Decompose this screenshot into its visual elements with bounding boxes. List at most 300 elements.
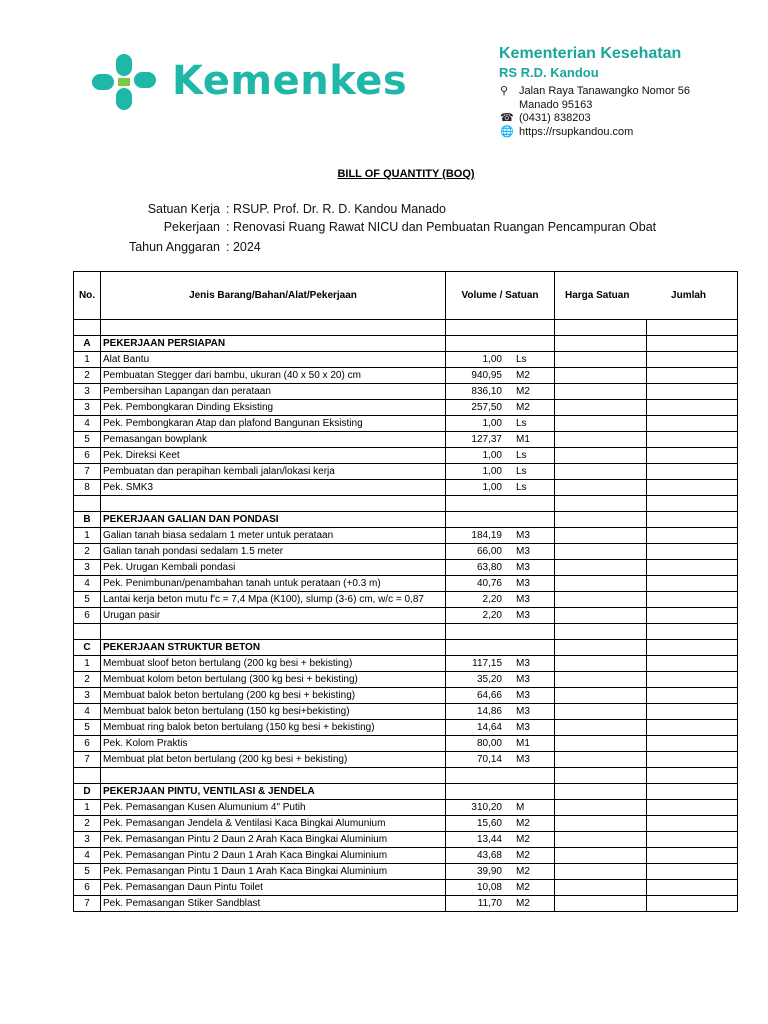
row-description <box>101 624 446 640</box>
blank-row <box>74 624 738 640</box>
row-description: Pek. Urugan Kembali pondasi <box>101 560 446 576</box>
row-description: Pek. Pemasangan Pintu 2 Daun 1 Arah Kaca Bingkai Aluminium <box>101 848 446 864</box>
row-jumlah <box>647 592 738 608</box>
volume-value: 13,44 <box>476 833 502 845</box>
location-pin-icon: ⚲ <box>500 85 509 97</box>
section-row <box>74 512 738 528</box>
row-description: Membuat plat beton bertulang (200 kg besi + bekisting) <box>101 752 446 768</box>
row-description: Pek. Pembongkaran Dinding Eksisting <box>101 400 446 416</box>
row-volume <box>446 544 555 560</box>
institution-subtitle: RS R.D. Kandou <box>499 65 599 80</box>
volume-unit: M2 <box>516 834 530 845</box>
volume-unit: M2 <box>516 386 530 397</box>
row-jumlah <box>647 896 738 912</box>
volume-value: 117,15 <box>472 657 502 669</box>
volume-value: 10,08 <box>476 881 502 893</box>
row-number: 3 <box>74 688 101 704</box>
row-volume <box>446 416 555 432</box>
row-volume <box>446 752 555 768</box>
document-title: BILL OF QUANTITY (BOQ) <box>337 168 475 180</box>
row-harga-satuan <box>555 480 647 496</box>
table-row <box>74 752 738 768</box>
row-number: 3 <box>74 560 101 576</box>
row-harga-satuan <box>555 704 647 720</box>
row-jumlah <box>647 736 738 752</box>
row-harga-satuan <box>555 768 647 784</box>
logo-wordmark: Kemenkes <box>172 58 408 104</box>
row-description: Pek. Kolom Praktis <box>101 736 446 752</box>
row-jumlah <box>647 624 738 640</box>
row-number: 5 <box>74 864 101 880</box>
row-volume <box>446 832 555 848</box>
institution-header <box>499 44 759 139</box>
volume-value: 257,50 <box>471 401 502 413</box>
row-volume <box>446 640 555 656</box>
row-harga-satuan <box>555 416 647 432</box>
volume-unit: M2 <box>516 882 530 893</box>
volume-unit: M3 <box>516 722 530 733</box>
row-jumlah <box>647 368 738 384</box>
row-number: 1 <box>74 528 101 544</box>
row-jumlah <box>647 464 738 480</box>
row-number <box>74 496 101 512</box>
row-number: 4 <box>74 416 101 432</box>
row-harga-satuan <box>555 368 647 384</box>
row-description: Pek. Pemasangan Stiker Sandblast <box>101 896 446 912</box>
volume-unit: M3 <box>516 546 530 557</box>
row-harga-satuan <box>555 560 647 576</box>
table-row <box>74 480 738 496</box>
row-volume <box>446 656 555 672</box>
row-volume <box>446 880 555 896</box>
row-volume <box>446 896 555 912</box>
row-volume <box>446 608 555 624</box>
address-line-2: Manado 95163 <box>519 98 593 111</box>
volume-value: 35,20 <box>476 673 502 685</box>
row-number: 7 <box>74 752 101 768</box>
volume-unit: Ls <box>516 450 527 461</box>
row-jumlah <box>647 416 738 432</box>
section-row <box>74 784 738 800</box>
row-number: 3 <box>74 400 101 416</box>
volume-unit: M3 <box>516 610 530 621</box>
row-volume <box>446 800 555 816</box>
row-harga-satuan <box>555 544 647 560</box>
boq-table <box>73 271 738 912</box>
volume-unit: Ls <box>516 466 527 477</box>
volume-value: 1,00 <box>482 481 502 493</box>
volume-unit: M3 <box>516 754 530 765</box>
row-number: 1 <box>74 800 101 816</box>
table-row <box>74 816 738 832</box>
row-harga-satuan <box>555 672 647 688</box>
row-jumlah <box>647 688 738 704</box>
table-row <box>74 832 738 848</box>
table-row <box>74 576 738 592</box>
row-harga-satuan <box>555 848 647 864</box>
volume-value: 1,00 <box>482 449 502 461</box>
volume-unit: M3 <box>516 690 530 701</box>
row-jumlah <box>647 400 738 416</box>
table-row <box>74 592 738 608</box>
row-description: Pek. Pemasangan Pintu 1 Daun 1 Arah Kaca Bingkai Aluminium <box>101 864 446 880</box>
row-volume <box>446 688 555 704</box>
row-harga-satuan <box>555 720 647 736</box>
phone-icon: ☎ <box>500 112 514 124</box>
row-description: PEKERJAAN PERSIAPAN <box>101 336 446 352</box>
row-volume <box>446 560 555 576</box>
row-description: Galian tanah pondasi sedalam 1.5 meter <box>101 544 446 560</box>
volume-value: 14,86 <box>476 705 502 717</box>
website-line: 🌐 https://rsupkandou.com <box>500 125 634 138</box>
row-jumlah <box>647 800 738 816</box>
row-harga-satuan <box>555 736 647 752</box>
volume-value: 2,20 <box>482 593 502 605</box>
row-jumlah <box>647 704 738 720</box>
volume-value: 127,37 <box>471 433 502 445</box>
row-number: 2 <box>74 816 101 832</box>
table-header-row <box>74 272 738 320</box>
row-volume <box>446 848 555 864</box>
table-row <box>74 384 738 400</box>
volume-unit: M3 <box>516 578 530 589</box>
row-jumlah <box>647 832 738 848</box>
row-jumlah <box>647 448 738 464</box>
row-jumlah <box>647 480 738 496</box>
row-number: 3 <box>74 384 101 400</box>
row-description: Alat Bantu <box>101 352 446 368</box>
row-number <box>74 320 101 336</box>
row-harga-satuan <box>555 448 647 464</box>
table-row <box>74 544 738 560</box>
row-volume <box>446 336 555 352</box>
table-row <box>74 864 738 880</box>
row-harga-satuan <box>555 592 647 608</box>
volume-unit: Ls <box>516 482 527 493</box>
row-jumlah <box>647 512 738 528</box>
row-harga-satuan <box>555 640 647 656</box>
col-header-harga-jumlah: Harga Satuan Jumlah <box>555 272 738 320</box>
row-number: 4 <box>74 848 101 864</box>
table-row <box>74 560 738 576</box>
row-description: Pek. Direksi Keet <box>101 448 446 464</box>
row-jumlah <box>647 768 738 784</box>
row-volume <box>446 512 555 528</box>
table-row <box>74 464 738 480</box>
section-row <box>74 640 738 656</box>
volume-value: 66,00 <box>476 545 502 557</box>
row-jumlah <box>647 752 738 768</box>
row-volume <box>446 784 555 800</box>
row-volume <box>446 672 555 688</box>
row-volume <box>446 768 555 784</box>
row-volume <box>446 576 555 592</box>
volume-unit: M1 <box>516 434 530 445</box>
table-row <box>74 704 738 720</box>
table-row <box>74 448 738 464</box>
row-number: 2 <box>74 368 101 384</box>
volume-value: 1,00 <box>482 353 502 365</box>
volume-unit: M3 <box>516 706 530 717</box>
row-description: Membuat balok beton bertulang (200 kg besi + bekisting) <box>101 688 446 704</box>
row-volume <box>446 816 555 832</box>
row-number: 6 <box>74 736 101 752</box>
row-number <box>74 768 101 784</box>
row-description: Pek. Pembongkaran Atap dan plafond Bangunan Eksisting <box>101 416 446 432</box>
row-volume <box>446 704 555 720</box>
row-number: 5 <box>74 432 101 448</box>
row-jumlah <box>647 432 738 448</box>
row-description: Pek. Pemasangan Daun Pintu Toilet <box>101 880 446 896</box>
table-row <box>74 736 738 752</box>
row-number: 6 <box>74 608 101 624</box>
row-number: 4 <box>74 576 101 592</box>
row-jumlah <box>647 864 738 880</box>
volume-value: 40,76 <box>476 577 502 589</box>
volume-value: 70,14 <box>476 753 502 765</box>
row-number: 5 <box>74 592 101 608</box>
row-jumlah <box>647 720 738 736</box>
col-header-vol: Volume / Satuan <box>446 272 555 320</box>
row-number: 7 <box>74 464 101 480</box>
row-number: 6 <box>74 880 101 896</box>
row-description <box>101 496 446 512</box>
row-jumlah <box>647 544 738 560</box>
table-row <box>74 432 738 448</box>
row-harga-satuan <box>555 496 647 512</box>
col-header-desc: Jenis Barang/Bahan/Alat/Pekerjaan <box>101 272 446 320</box>
volume-unit: M2 <box>516 866 530 877</box>
row-volume <box>446 400 555 416</box>
blank-row <box>74 320 738 336</box>
row-volume <box>446 736 555 752</box>
row-number: 3 <box>74 832 101 848</box>
row-jumlah <box>647 672 738 688</box>
row-volume <box>446 480 555 496</box>
volume-unit: M3 <box>516 674 530 685</box>
row-number: 2 <box>74 672 101 688</box>
volume-unit: M <box>516 802 525 813</box>
row-description: Pek. Pemasangan Jendela & Ventilasi Kaca Bingkai Alumunium <box>101 816 446 832</box>
row-description: Urugan pasir <box>101 608 446 624</box>
institution-title: Kementerian Kesehatan <box>499 45 682 62</box>
row-number: 7 <box>74 896 101 912</box>
row-volume <box>446 320 555 336</box>
boq-body <box>74 320 738 912</box>
table-row <box>74 608 738 624</box>
row-jumlah <box>647 784 738 800</box>
table-row <box>74 688 738 704</box>
row-number: 1 <box>74 352 101 368</box>
row-harga-satuan <box>555 832 647 848</box>
row-number <box>74 624 101 640</box>
row-description: Membuat kolom beton bertulang (300 kg besi + bekisting) <box>101 672 446 688</box>
row-harga-satuan <box>555 656 647 672</box>
row-harga-satuan <box>555 752 647 768</box>
row-volume <box>446 528 555 544</box>
row-harga-satuan <box>555 352 647 368</box>
row-number: 4 <box>74 704 101 720</box>
row-description: Membuat ring balok beton bertulang (150 kg besi + bekisting) <box>101 720 446 736</box>
row-harga-satuan <box>555 624 647 640</box>
table-row <box>74 656 738 672</box>
row-number: 5 <box>74 720 101 736</box>
row-number: B <box>74 512 101 528</box>
row-description: Pek. SMK3 <box>101 480 446 496</box>
row-harga-satuan <box>555 512 647 528</box>
row-description: PEKERJAAN STRUKTUR BETON <box>101 640 446 656</box>
row-harga-satuan <box>555 432 647 448</box>
table-row <box>74 720 738 736</box>
row-harga-satuan <box>555 528 647 544</box>
row-jumlah <box>647 608 738 624</box>
row-volume <box>446 464 555 480</box>
table-row <box>74 896 738 912</box>
volume-unit: Ls <box>516 354 527 365</box>
volume-value: 1,00 <box>482 417 502 429</box>
col-header-no: No. <box>74 272 101 320</box>
table-row <box>74 848 738 864</box>
row-description: PEKERJAAN PINTU, VENTILASI & JENDELA <box>101 784 446 800</box>
row-volume <box>446 592 555 608</box>
row-description: Pembersihan Lapangan dan perataan <box>101 384 446 400</box>
volume-value: 63,80 <box>476 561 502 573</box>
row-harga-satuan <box>555 576 647 592</box>
row-number: 2 <box>74 544 101 560</box>
row-volume <box>446 352 555 368</box>
volume-value: 2,20 <box>482 609 502 621</box>
table-row <box>74 528 738 544</box>
row-harga-satuan <box>555 400 647 416</box>
kemenkes-logo <box>90 52 170 112</box>
volume-unit: M3 <box>516 658 530 669</box>
row-volume <box>446 624 555 640</box>
row-volume <box>446 720 555 736</box>
row-jumlah <box>647 496 738 512</box>
row-description: Lantai kerja beton mutu f'c = 7,4 Mpa (K100), slump (3-6) cm, w/c = 0,87 <box>101 592 446 608</box>
table-row <box>74 672 738 688</box>
row-harga-satuan <box>555 688 647 704</box>
row-number: D <box>74 784 101 800</box>
row-jumlah <box>647 656 738 672</box>
row-volume <box>446 368 555 384</box>
volume-value: 80,00 <box>476 737 502 749</box>
volume-unit: M2 <box>516 818 530 829</box>
row-description: Pek. Pemasangan Pintu 2 Daun 2 Arah Kaca Bingkai Aluminium <box>101 832 446 848</box>
row-volume <box>446 864 555 880</box>
volume-unit: M2 <box>516 850 530 861</box>
table-row <box>74 416 738 432</box>
table-row <box>74 352 738 368</box>
row-description <box>101 320 446 336</box>
row-harga-satuan <box>555 464 647 480</box>
row-number: 6 <box>74 448 101 464</box>
row-harga-satuan <box>555 336 647 352</box>
row-harga-satuan <box>555 784 647 800</box>
volume-value: 1,00 <box>482 465 502 477</box>
volume-value: 15,60 <box>476 817 502 829</box>
row-description: Galian tanah biasa sedalam 1 meter untuk perataan <box>101 528 446 544</box>
volume-unit: Ls <box>516 418 527 429</box>
volume-unit: M3 <box>516 562 530 573</box>
row-jumlah <box>647 560 738 576</box>
globe-icon: 🌐 <box>500 125 514 138</box>
row-description: Pembuatan dan perapihan kembali jalan/lokasi kerja <box>101 464 446 480</box>
row-jumlah <box>647 816 738 832</box>
row-volume <box>446 496 555 512</box>
table-row <box>74 400 738 416</box>
volume-value: 64,66 <box>476 689 502 701</box>
row-number: 8 <box>74 480 101 496</box>
row-jumlah <box>647 880 738 896</box>
row-number: A <box>74 336 101 352</box>
row-description: Pek. Penimbunan/penambahan tanah untuk perataan (+0.3 m) <box>101 576 446 592</box>
row-number: C <box>74 640 101 656</box>
phone-line: ☎ (0431) 838203 <box>500 112 591 124</box>
row-jumlah <box>647 848 738 864</box>
volume-unit: M3 <box>516 594 530 605</box>
row-jumlah <box>647 336 738 352</box>
table-row <box>74 368 738 384</box>
row-number: 1 <box>74 656 101 672</box>
blank-row <box>74 768 738 784</box>
volume-value: 43,68 <box>476 849 502 861</box>
row-volume <box>446 384 555 400</box>
volume-unit: M2 <box>516 898 530 909</box>
row-harga-satuan <box>555 864 647 880</box>
row-description: Pembuatan Stegger dari bambu, ukuran (40 x 50 x 20) cm <box>101 368 446 384</box>
row-jumlah <box>647 576 738 592</box>
row-harga-satuan <box>555 384 647 400</box>
row-jumlah <box>647 320 738 336</box>
row-jumlah <box>647 384 738 400</box>
row-description: Membuat sloof beton bertulang (200 kg besi + bekisting) <box>101 656 446 672</box>
row-description <box>101 768 446 784</box>
volume-value: 39,90 <box>476 865 502 877</box>
row-harga-satuan <box>555 608 647 624</box>
row-harga-satuan <box>555 800 647 816</box>
row-description: Pek. Pemasangan Kusen Alumunium 4" Putih <box>101 800 446 816</box>
row-harga-satuan <box>555 880 647 896</box>
row-volume <box>446 432 555 448</box>
row-jumlah <box>647 528 738 544</box>
address-line-1: ⚲ Jalan Raya Tanawangko Nomor 56 <box>500 85 691 97</box>
row-harga-satuan <box>555 896 647 912</box>
volume-unit: M2 <box>516 402 530 413</box>
volume-unit: M3 <box>516 530 530 541</box>
volume-value: 184,19 <box>471 529 502 541</box>
blank-row <box>74 496 738 512</box>
row-jumlah <box>647 352 738 368</box>
row-jumlah <box>647 640 738 656</box>
row-volume <box>446 448 555 464</box>
row-description: PEKERJAAN GALIAN DAN PONDASI <box>101 512 446 528</box>
volume-value: 940,95 <box>471 369 502 381</box>
row-description: Pemasangan bowplank <box>101 432 446 448</box>
row-description: Membuat balok beton bertulang (150 kg besi+bekisting) <box>101 704 446 720</box>
volume-unit: M2 <box>516 370 530 381</box>
volume-value: 14,64 <box>476 721 502 733</box>
volume-value: 11,70 <box>477 897 502 909</box>
table-row <box>74 800 738 816</box>
row-harga-satuan <box>555 320 647 336</box>
section-row <box>74 336 738 352</box>
volume-value: 836,10 <box>471 385 502 397</box>
volume-value: 310,20 <box>471 801 502 813</box>
table-row <box>74 880 738 896</box>
row-harga-satuan <box>555 816 647 832</box>
volume-unit: M1 <box>516 738 530 749</box>
